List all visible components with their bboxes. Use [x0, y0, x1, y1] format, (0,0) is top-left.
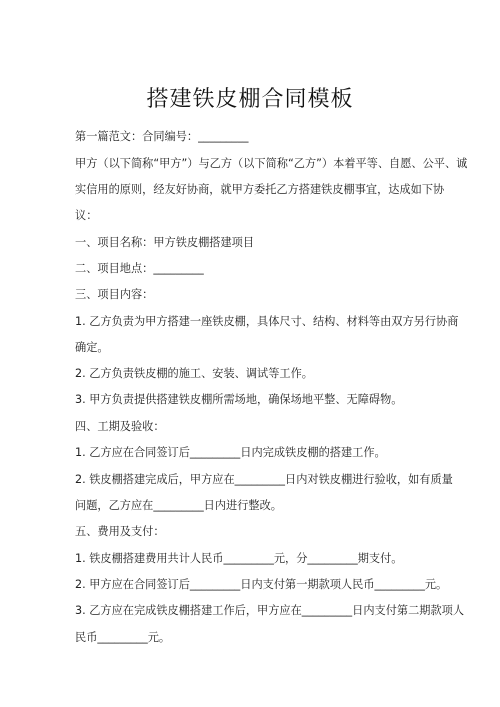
- text-line: 问题，乙方应在_________日内进行整改。: [75, 499, 282, 512]
- text-line: 二、项目地点：_________: [75, 262, 204, 275]
- text-line: 三、项目内容：: [75, 288, 154, 301]
- text-line: 1. 铁皮棚搭建费用共计人民币_________元，分_________期支付。: [75, 552, 403, 565]
- text-line: 四、工期及验收：: [75, 420, 165, 433]
- text-line: 2. 铁皮棚搭建完成后，甲方应在_________日内对铁皮棚进行验收，如有质量: [75, 473, 453, 486]
- text-line: 第一篇范文：合同编号：_________: [75, 130, 249, 143]
- text-line: 2. 乙方负责铁皮棚的施工、安装、调试等工作。: [75, 367, 313, 380]
- text-line: 五、费用及支付：: [75, 525, 165, 538]
- text-line: 民币_________元。: [75, 631, 171, 644]
- text-line: 3. 乙方应在完成铁皮棚搭建工作后，甲方应在_________日内支付第二期款项人: [75, 604, 465, 617]
- text-line: 一、项目名称：甲方铁皮棚搭建项目: [75, 236, 255, 249]
- text-line: 2. 甲方应在合同签订后_________日内支付第一期款项人民币_________元。: [75, 578, 448, 591]
- text-line: 3. 甲方负责提供搭建铁皮棚所需场地，确保场地平整、无障碍物。: [75, 393, 403, 406]
- text-line: 议：: [75, 209, 98, 222]
- text-line: 1. 乙方应在合同签订后_________日内完成铁皮棚的搭建工作。: [75, 446, 386, 459]
- text-line: 实信用的原则，经友好协商，就甲方委托乙方搭建铁皮棚事宜，达成如下协: [75, 183, 445, 196]
- text-line: 甲方（以下简称“甲方”）与乙方（以下简称“乙方”）本着平等、自愿、公平、诚: [75, 157, 468, 170]
- text-line: 确定。: [75, 341, 109, 354]
- text-line: 1. 乙方负责为甲方搭建一座铁皮棚，具体尺寸、结构、材料等由双方另行协商: [75, 315, 459, 328]
- document-title: 搭建铁皮棚合同模板: [146, 87, 354, 112]
